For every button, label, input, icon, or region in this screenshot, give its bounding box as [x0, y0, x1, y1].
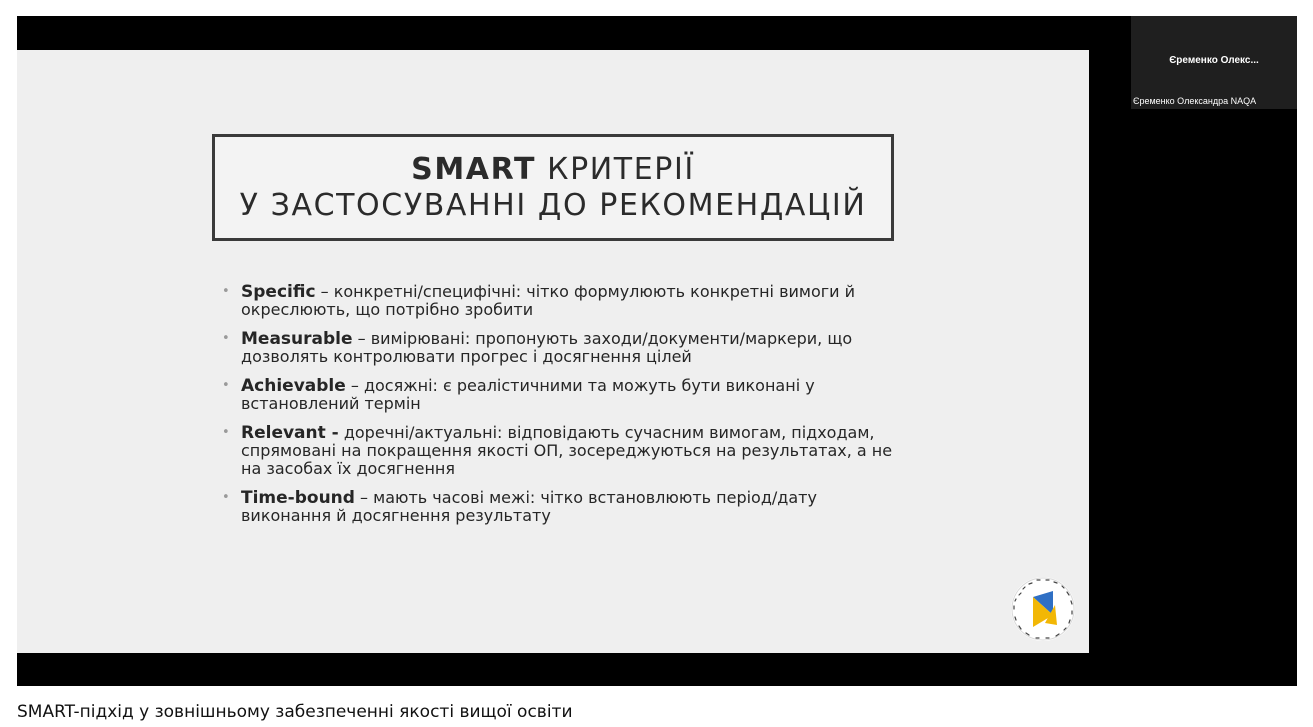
participant-name: Єременко Олекс...: [1169, 55, 1259, 66]
criteria-text: – мають часові межі: чітко встановлюють період/дату виконання й досягнення результату: [241, 488, 817, 525]
criteria-item: [217, 489, 897, 525]
participant-tile[interactable]: [1131, 16, 1297, 109]
criteria-term: Relevant -: [241, 423, 339, 443]
bullet-icon: •: [222, 284, 230, 299]
video-caption: SMART-підхід у зовнішньому забезпеченні якості вищої освіти: [17, 702, 573, 722]
criteria-list: [217, 283, 897, 536]
bullet-icon: •: [222, 490, 230, 505]
slide-title-bold: SMART: [411, 151, 537, 187]
criteria-text: – конкретні/специфічні: чітко формулюють конкретні вимоги й окреслюють, що потрібно зробити: [241, 282, 856, 319]
slide-title-rest: КРИТЕРІЇ: [536, 151, 695, 187]
criteria-text: – вимірювані: пропонують заходи/документи/маркери, що дозволять контролювати прогрес і досягнення цілей: [241, 329, 853, 366]
criteria-term: Time-bound: [241, 488, 355, 508]
criteria-item: [217, 330, 897, 366]
shared-slide: [17, 50, 1089, 653]
criteria-term: Measurable: [241, 329, 353, 349]
criteria-item: [217, 377, 897, 413]
bullet-icon: •: [222, 425, 230, 440]
criteria-term: Achievable: [241, 376, 346, 396]
participant-label: Єременко Олександра NAQA: [1133, 96, 1257, 106]
video-area: [17, 16, 1297, 686]
bullet-icon: •: [222, 378, 230, 393]
slide-title-box: [212, 134, 894, 241]
naqa-logo-icon: [1009, 575, 1077, 643]
criteria-item: [217, 283, 897, 319]
bullet-icon: •: [222, 331, 230, 346]
slide-title-line-2: У ЗАСТОСУВАННІ ДО РЕКОМЕНДАЦІЙ: [239, 187, 867, 223]
criteria-text: – досяжні: є реалістичними та можуть бути виконані у встановлений термін: [241, 376, 815, 413]
criteria-item: [217, 424, 897, 478]
slide-title-line-1: [411, 152, 695, 188]
criteria-text: доречні/актуальні: відповідають сучасним вимогам, підходам, спрямовані на покращення якості ОП, зосереджуються на результатах, а не на засобах їх досягнення: [241, 423, 893, 478]
criteria-term: Specific: [241, 282, 316, 302]
